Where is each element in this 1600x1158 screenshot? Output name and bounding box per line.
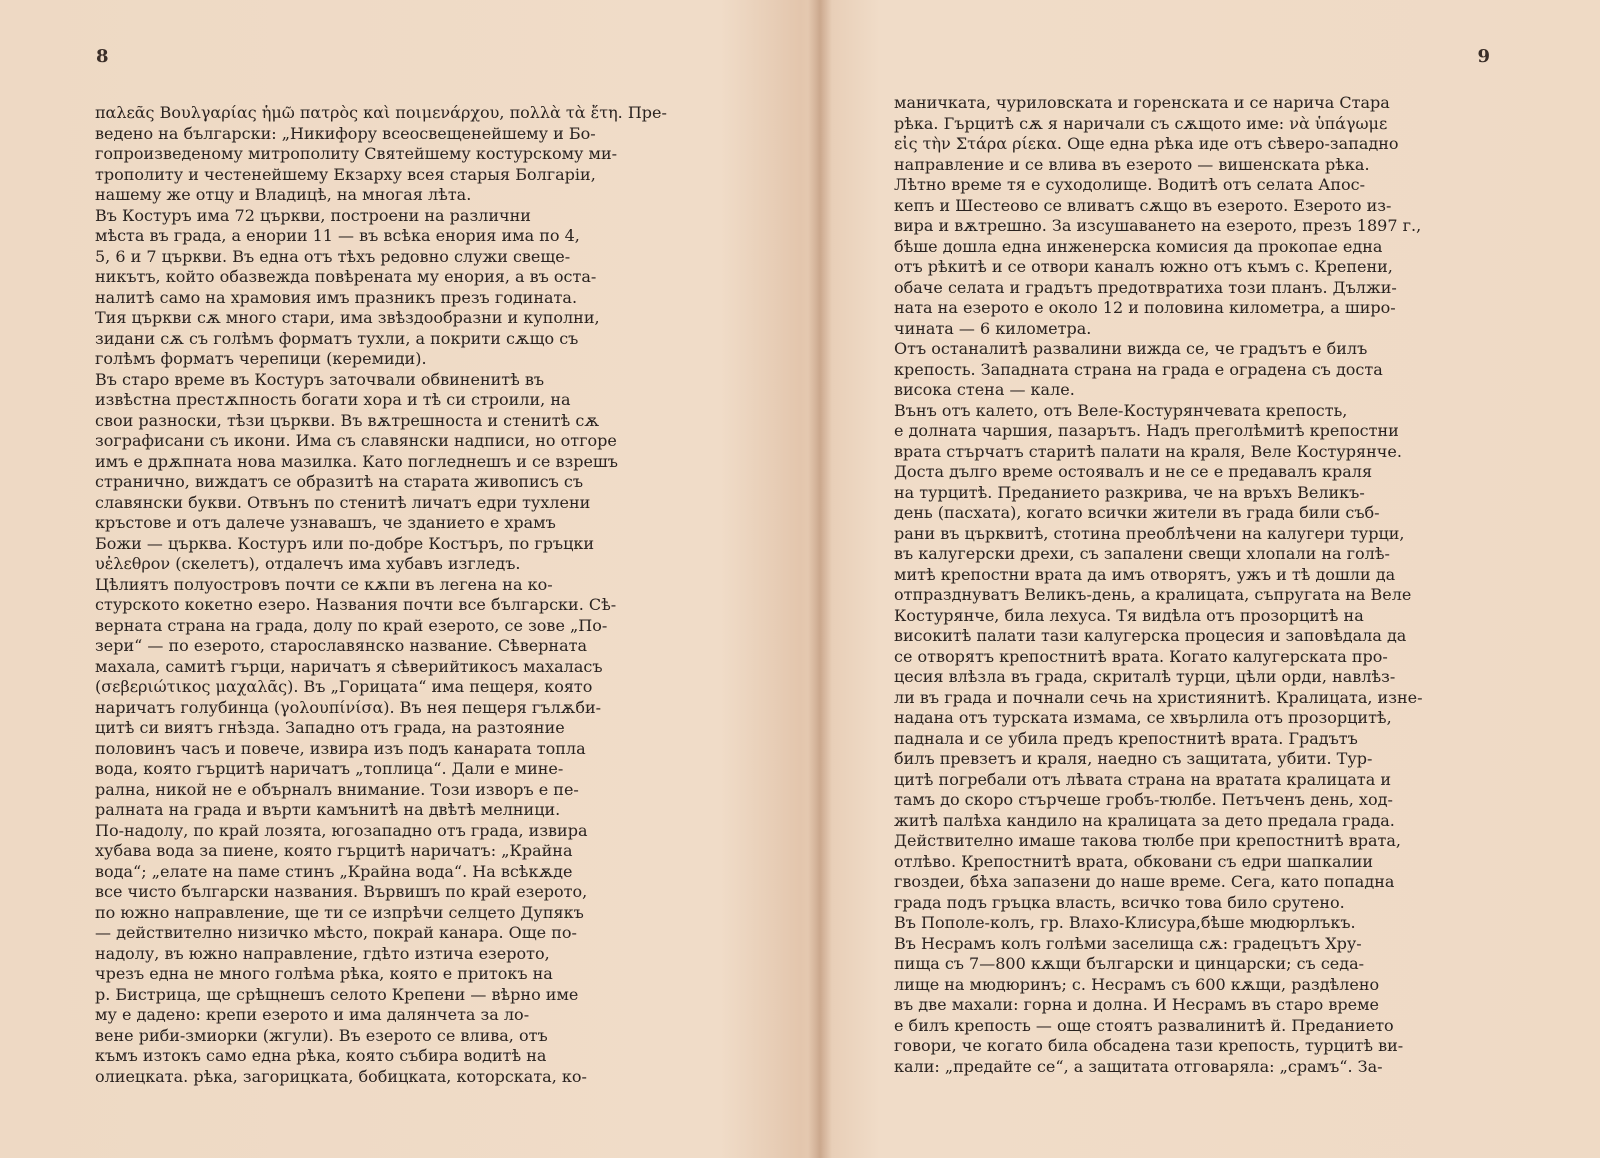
text-line: Божи — църква. Костуръ или по-добре Костъръ, по гръцки [95,533,595,553]
text-line: ралната на града и върти камънитѣ на двѣтѣ мелници. [95,800,561,819]
text-line: махала, самитѣ гърци, наричатъ я сѣверийтикосъ махаласъ [95,656,603,676]
text-line: Цѣлиятъ полуостровъ почти се кѫпи въ легена на ко- [95,574,553,594]
text-line: παλεᾶς Βουλγαρίας ἡμῶ πατρὸς καὶ ποιμενάρχου, πολλὰ τὰ ἔτη. Пре- [95,103,667,122]
text-line: Доста дълго време остоявалъ и не се е предавалъ краля [894,462,1373,481]
page-number-right: 9 [1477,46,1490,67]
left-page-text [95,103,692,1087]
text-line: налитѣ само на храмовия имъ празникъ презъ годината. [95,287,578,307]
text-line: лище на мюдюринъ; с. Несрамъ съ 600 кѫщи, раздѣлено [894,974,1380,994]
text-line: половинъ часъ и повече, извира изъ подъ канарата топла [95,738,586,758]
text-line: гопроизведеному митрополиту Святейшему костурскому ми- [95,144,618,163]
text-line: хубава вода за пиене, която гърцитѣ наричатъ: „Крайна [95,841,573,860]
text-line: извѣстна престѫпность богати хора и тѣ си строили, на [95,390,571,409]
text-line: Въ Костуръ има 72 църкви, построени на различни [95,205,531,225]
text-line: зографисани съ икони. Има съ славянски надписи, но отгоре [95,431,617,450]
text-line: е долната чаршия, пазарътъ. Надъ преголѣмитѣ крепостни [894,421,1399,440]
text-line: тамъ до скоро стърчеше гробъ-тюлбе. Петъченъ день, ход- [894,790,1393,809]
text-line: пища съ 7—800 кѫщи български и цинцарски; съ седа- [894,954,1365,973]
text-line: стурското кокетно езеро. Названия почти все български. Сѣ- [95,595,617,614]
text-line: р. Бистрица, ще срѣщнешъ селото Крепени — вѣрно име [95,984,579,1004]
text-line: олиецката. рѣка, загорицката, бобицката, которската, ко- [95,1066,587,1086]
text-line: зери“ — по езерото, старославянско название. Сѣверната [95,636,588,655]
text-line: бѣше дошла една инженерска комисия да прокопае една [894,236,1383,256]
right-page [830,0,1600,1158]
text-line: ведено на български: „Никифору всеосвещенейшему и Бо- [95,123,596,143]
text-line: му е дадено: крепи езерото и има далянчета за ло- [95,1005,530,1024]
page-number-left: 8 [96,46,109,67]
text-line: верната страна на града, долу по край езерото, се зове „По- [95,615,608,635]
text-line: въ две махали: горна и долна. И Несрамъ въ старо време [894,995,1379,1014]
text-line: на турцитѣ. Преданието разкрива, че на връхъ Великъ- [894,482,1365,502]
text-line: гвоздеи, бѣха запазени до наше време. Сега, като попадна [894,872,1395,891]
text-line: Тия църкви сѫ много стари, има звѣздообразни и куполни, [95,308,600,327]
text-line: високитѣ палати тази калугерска процесия и заповѣдала да [894,626,1407,645]
text-line: голѣмъ форматъ черепици (керемиди). [95,349,427,368]
text-line: маничката, чуриловската и горенската и се нарича Стара [894,93,1390,112]
text-line: отъ рѣкитѣ и се отвори каналъ южно отъ къмъ с. Крепени, [894,257,1393,276]
text-line: говори, че когато била обсадена тази крепость, турцитѣ ви- [894,1036,1404,1055]
text-line: житѣ палѣха кандило на кралицата за дето предала града. [894,810,1395,830]
text-line: цитѣ си виятъ гнѣзда. Западно отъ града, на разтояние [95,718,565,737]
text-line: града подъ гръцка власть, всичко това било срутено. [894,892,1345,912]
text-line: все чисто български названия. Вървишъ по край езерото, [95,882,588,901]
text-line: чината — 6 километра. [894,318,1092,338]
text-line: цитѣ погребали отъ лѣвата страна на вратата кралицата и [894,769,1392,789]
text-line: направление и се влива въ езерото — вишенската рѣка. [894,154,1370,174]
text-line: трополиту и честенейшему Екзарху всея старыя Болгаріи, [95,164,596,184]
text-line: нашему же отцу и Владицѣ, на многая лѣта. [95,185,472,204]
text-line: отпразднуватъ Великъ-день, а кралицата, съпругата на Веле [894,585,1412,604]
text-line: свои разноски, тѣзи църкви. Въ вѫтрешноста и стенитѣ сѫ [95,410,600,430]
text-line: никътъ, който обазвежда повѣрената му енория, а въ оста- [95,267,597,286]
text-line: вода“; „елате на паме стинъ „Крайна вода“. На всѣкѫде [95,861,573,881]
text-line: вене риби-змиорки (жгули). Въ езерото се влива, отъ [95,1025,548,1045]
text-line: имъ е дрѫпната нова мазилка. Като погледнешъ и се взрешъ [95,451,618,471]
text-line: се отворятъ крепостнитѣ врата. Когато калугерската про- [894,646,1388,666]
text-line: кали: „предайте се“, а защитата отговаряла: „срамъ“. За- [894,1056,1383,1076]
text-line: υἐλεθρον (скелетъ), отдалечъ има хубавъ изгледъ. [95,554,521,573]
text-line: странично, виждатъ се образитѣ на старата живописъ съ [95,472,584,491]
text-line: день (пасхата), когато всички жители въ града били съб- [894,503,1380,522]
text-line: По-надолу, по край лозята, югозападно отъ града, извира [95,820,588,840]
text-line: висока стена — кале. [894,380,1075,399]
text-line: ната на езерото е около 12 и половина километра, а широ- [894,298,1396,317]
text-line: мѣста въ града, а енории 11 — въ всѣка енория има по 4, [95,226,580,245]
text-line: въ калугерски дрехи, съ запалени свещи хлопали на голѣ- [894,544,1390,563]
text-line: билъ превзетъ и краля, наедно съ защитата, убити. Тур- [894,749,1373,768]
text-line: кръстове и отъ далече узнавашъ, че зданието е храмъ [95,513,556,532]
text-line: рѣка. Гърцитѣ сѫ я наричали съ сѫщото име: νὰ ὑπάγωμε [894,113,1388,133]
text-line: надолу, въ южно направление, гдѣто изтича езерото, [95,943,550,963]
text-line: ли въ града и почнали сечь на християнитѣ. Кралицата, изне- [894,687,1423,707]
text-line: наричатъ голубинца (γολουπίνίσα). Въ нея пещеря гълѫби- [95,697,602,717]
text-line: къмъ изтокъ само една рѣка, която събира водитѣ на [95,1046,547,1065]
text-line: чрезъ една не много голѣма рѣка, която е притокъ на [95,964,553,983]
text-line: Лѣтно време тя е суходолище. Водитѣ отъ селата Апос- [894,175,1366,194]
text-line: — действително низичко мѣсто, покрай канара. Още по- [95,923,577,942]
text-line: зидани сѫ съ голѣмъ форматъ тухли, а покрити сѫщо съ [95,328,579,348]
text-line: кепъ и Шестеово се вливатъ сѫщо въ езерото. Езерото из- [894,195,1392,215]
text-line: отлѣво. Крепостнитѣ врата, обковани съ едри шапкалии [894,851,1374,871]
right-page-text [894,93,1492,1077]
text-line: паднала и се убила предъ крепостнитѣ врата. Градътъ [894,728,1358,748]
text-line: митѣ крепостни врата да имъ отворятъ, ужъ и тѣ дошли да [894,564,1396,584]
text-line: Въ старо време въ Костуръ заточвали обвиненитѣ въ [95,369,545,389]
book-gutter [808,0,832,1158]
text-line: обаче селата и градътъ предотвратиха този планъ. Дължи- [894,277,1397,297]
text-line: рани въ църквитѣ, стотина преоблѣчени на калугери турци, [894,523,1405,543]
text-line: крепость. Западната страна на града е оградена съ доста [894,359,1383,379]
text-line: Въ Несрамъ колъ голѣми заселища сѫ: градецътъ Хру- [894,933,1362,953]
text-line: рална, никой не е обърналъ внимание. Този изворъ е пе- [95,779,579,799]
text-line: вира и вѫтрешно. За изсушаването на езерото, презъ 1897 г., [894,216,1422,235]
text-line: Действително имаше такова тюлбе при крепостнитѣ врата, [894,831,1402,850]
text-line: надана отъ турската измама, се хвърлила отъ прозорцитѣ, [894,708,1392,727]
text-line: Вънъ отъ калето, отъ Веле-Костурянчевата крепость, [894,400,1348,420]
text-line: Костурянче, била лехуса. Тя видѣла отъ прозорцитѣ на [894,605,1364,625]
text-line: врата стърчатъ старитѣ палати на краля, Веле Костурянче. [894,441,1402,461]
text-line: славянски букви. Отвънъ по стенитѣ личатъ едри тухлени [95,492,591,512]
text-line: εἰς τὴν Στάρα ρίεκα. Още една рѣка иде отъ сѣверо-западно [894,134,1399,153]
text-line: цесия влѣзла въ града, скриталѣ турци, цѣли орди, навлѣз- [894,667,1396,686]
text-line: вода, която гърцитѣ наричатъ „топлица“. Дали е мине- [95,759,564,778]
text-line: Отъ останалитѣ развалини вижда се, че градътъ е билъ [894,339,1368,358]
text-line: е билъ крепость — още стоятъ развалинитѣ й. Преданието [894,1015,1394,1035]
text-line: 5, 6 и 7 църкви. Въ една отъ тѣхъ редовно служи свеще- [95,246,571,266]
text-line: Въ Пополе-колъ, гр. Влахо-Клисура,бѣше мюдюрлъкъ. [894,913,1356,932]
text-line: по южно направление, ще ти се изпрѣчи селцето Дупякъ [95,902,584,922]
text-line: (σεβεριώτικος μαχαλᾶς). Въ „Горицата“ има пещеря, която [95,677,593,696]
